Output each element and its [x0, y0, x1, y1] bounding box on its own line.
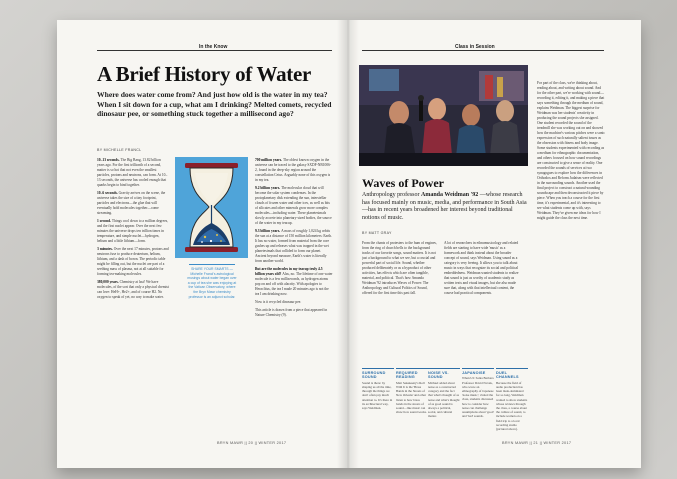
article-column-1: From the chants of protesters to the hum of engines, from the ring of church bells to the background tracks of our favorite songs, sound matters. It is not just a background to what we see, but a crucial and powerful part of social life. Sound, whether produced deliberately or as a byproduct of other activities, has effects which are often tangible, material, and political. That's how Amanda Weidman '92 introduces Waves of Power: The Anthropology and Cultural Politics of Sound, offered for the first time this past fall.	[362, 241, 437, 295]
hourglass-icon	[175, 157, 248, 258]
students-recording-studio-photo	[359, 65, 528, 166]
paragraph	[255, 267, 333, 297]
article-deck: Where does water come from? And just how old is the water in my tea? When I sit down for a cup, what am I drinking? Melted comets, recycled dinosaur pee, or something stuck together a millisecond ago?	[97, 90, 332, 119]
paragraph	[97, 219, 169, 244]
article-deck: Anthropology professor Amanda Weidman '92 —whose research has focused mainly on music, media, and performance in South Asia—has in recent years broadened her interest beyond traditional notions of music.	[362, 192, 527, 222]
paragraph-lead: 9.3 billion years.	[255, 229, 282, 233]
article-title: Waves of Power	[362, 176, 444, 190]
paragraph-text: Now is it recycled dinosaur pee.	[255, 300, 302, 304]
article-column-1	[97, 158, 169, 438]
paragraph-text: This article is drawn from a piece that appeared in Nature Chemistry (9).	[255, 308, 328, 317]
magazine-spread	[57, 20, 641, 468]
sidebar-box	[496, 368, 528, 433]
paragraph-text: The molecular cloud that will become the solar system condenses. In the protoplanetary disk extending the sun, interstellar clouds of frozen water and other ices, as well as bits of silicates and other minerals grow more complex molecules—including water. These planetesimals slowly accrete into planetary-sized bodies, the source of the water in my teacup.	[255, 186, 332, 225]
paragraph	[255, 229, 333, 264]
sidebar-text: Because the field of audio production has been male-dominated for so long, Weidman wanted to show students whose reviews through the class, a course about the culture of sound, to include women on a field trip to a local recording studio (pictured above).	[496, 380, 528, 432]
paragraph-text: Over the next 17 minutes, protons and neutrons fuse to produce deuterium, helium, lithium, and a dash of boron. The periodic table might be filling out, but the nuclei are part of a seething mass of plasma, not at all suitable for forming tea-making molecules.	[97, 247, 169, 276]
sidebar-heading: NOISE VS. SOUND	[428, 371, 449, 380]
sidebar-rule	[396, 368, 428, 369]
section-label: Class in Session	[455, 44, 495, 50]
byline: BY MATT GRAY	[362, 231, 392, 235]
sidebar-text: When UC Santa Barbara Professor David Novak, who wrote an ethnography of Japanese 'noise music,' visited the class, students discussed how to consider how noise can challenge assumptions about 'good' and 'bad' sounds.	[462, 376, 494, 419]
paragraph	[97, 158, 169, 188]
paragraph-text: Things cool down to a million degrees, and the first nuclei appear. Over the next few minutes the universe drops ten trillion times in temperature, and simple nuclei—hydrogen, helium and a little lithium—form.	[97, 219, 169, 243]
sidebar-heading: JAPANOISE	[462, 371, 486, 375]
byline: BY MICHELLE FRANCL	[97, 148, 142, 152]
section-label: In the Know	[199, 44, 228, 50]
paragraph	[255, 308, 333, 318]
illustration-caption: SHARE YOUR SMARTS — Michelle Francl's astrological musings about water began over a cup of tea she was enjoying at the Vatican Observatory, where the Bryn Mawr chemistry professor is an adjunct scholar.	[187, 267, 237, 299]
paragraph	[255, 186, 333, 226]
paragraph-lead: 10–13 seconds.	[97, 158, 121, 162]
paragraph-text: Chemistry at last! We have molecules, of the sort that only a physical chemist can love: HeH+, He2+, and of course H2. No oxygen to speak of yet, no way to make water.	[97, 280, 169, 299]
sidebar-rule	[428, 368, 460, 369]
paragraph-lead: 700 million years.	[255, 158, 283, 162]
article-column-3: For part of the class, we're thinking about, reading about, and writing about sound. And for the other part, we're working with sound—recording it, editing it, and making a piece that says something through the medium of sound, explains Weidman. The biggest surprise for Weidman was her students' creativity in producing the sound projects she assigned. One student recorded the sound of the treadmill she was working out on and showed how the machine's various pitches were a sonic expression of such naturally salient issues as the obsession with fitness and body image. Some students experimented with recording as a medium for ethnographic documentation, and others focused on how sound recordings are constructed to give a sense of reality. One recorded the sounds of services at two synagogues to explore how the differences in Orthodox and Reform Judaism were reflected in the surrounding sounds. Another used the final project to construct a natural-sounding soundscape and then deconstructed it piece by piece. When you teach a course for the first time, it's experimental, and it's interesting to see what students come up with, says Weidman. They've given me ideas for how I might guide the class the next time.	[537, 81, 605, 220]
sidebar-heading: SURROUND SOUND	[362, 371, 386, 380]
sidebar-heading: REQUIRED READING	[396, 371, 418, 380]
page-gutter	[337, 20, 359, 468]
paragraph-lead: 9.2 billion years.	[255, 186, 282, 190]
page-title: A Brief History of Water	[97, 62, 312, 86]
sidebar-text: Sound is there: by shaping us all the time, through the things we don't often pay much attention to. It's there in its architectural way, says Weidman.	[362, 380, 393, 411]
sidebar-rule	[462, 368, 494, 369]
paragraph-text: The oldest known oxygen in the universe can be traced to the galaxy SXDF-NB1006-2, found in the deep-sky region around the constellation Cetus. Arguably none of this oxygen is in my tea.	[255, 158, 332, 182]
paragraph-lead: But are the molecules in my teacup truly 4.5 billion years old?	[255, 267, 323, 276]
sidebar-rule	[496, 368, 528, 369]
paragraph-lead: 1 second.	[97, 219, 112, 223]
paragraph-lead: 380,000 years.	[97, 280, 120, 284]
sidebar-box	[462, 368, 494, 428]
sidebar-box	[362, 368, 394, 433]
right-folio: BRYN MAWR || 21 || WINTER 2017	[502, 441, 572, 445]
paragraph	[97, 247, 169, 277]
section-rule	[97, 50, 332, 51]
paragraph-text: A mass of roughly 1,024 kg orbits the sun at a distance of 150 million kilometers: Earth. It has no water, formed from material from the core gushes up and releases what was trapped in the wet planetesimals that collided to form our planet. Ancient beyond measure, Earth's water is literally from another world.	[255, 229, 333, 263]
paragraph-text: Gravity arrives on the scene, the universe takes the size of a tiny footprint, particles and electrons—the glue that will eventually hold molecules together—come streaming.	[97, 191, 166, 215]
paragraph	[255, 300, 333, 305]
paragraph	[255, 158, 333, 183]
paragraph-lead: 3 minutes.	[97, 247, 114, 251]
sidebar-box	[396, 368, 428, 433]
sidebar-text: Michael added about noise as a constructed category and the fact that what's thought of as noise and what's thought of as good sound is always a political, social, and cultural matter.	[428, 380, 460, 419]
paragraph-text: Alas, no. The lifetime of one water molecule is a few milliseconds, as hydrogen atoms pop on and off with alacrity. With apologies to Heraclitus, the tea I made 20 minutes ago is not the tea I am drinking now.	[255, 272, 333, 296]
sidebar-text: Matt Sakakeeny's Roll With It is the 'Brass Bands in the Streets of New Orleans' and other listen to how brass bands in the streets of sound—like music can show how sound works.	[396, 380, 427, 415]
sidebar-heading: DUEL CHANNELS	[496, 371, 519, 380]
paragraph-lead: 10–6 seconds.	[97, 191, 119, 195]
sidebar-box	[428, 368, 460, 433]
paragraph	[97, 191, 169, 216]
caption-rule	[189, 264, 235, 265]
hourglass-illustration	[175, 157, 248, 258]
studio-photo-icon	[359, 65, 528, 166]
section-rule	[362, 50, 604, 51]
left-folio: BRYN MAWR || 20 || WINTER 2017	[217, 441, 287, 445]
sidebar-rule	[362, 368, 394, 369]
professor-name: Amanda Weidman '92	[421, 192, 479, 198]
paragraph-text: The Big Bang, 13.82 billion years ago. For the first trillionth of a second, matter is so hot that not even the smallest particles, protons and neutrons, can form. At 10–13 seconds, the universe has cooled enough that quarks begin to bind together.	[97, 158, 168, 187]
article-column-2: A lot of researchers in ethnomusicology and related fields are starting to have wide 'music' as a framework and think instead about the broader concept of sound, says Weidman. Using sound as a category is very freeing. It allows you to talk about music in ways that recognize its social and political embeddedness. Weidman wanted students to realize that sound is just as worthy of academic study as written texts and visual images, but she also made sure that, along with that intellectual content, the course had practical components.	[444, 241, 519, 295]
article-column-3	[255, 158, 333, 440]
paragraph	[97, 280, 169, 300]
